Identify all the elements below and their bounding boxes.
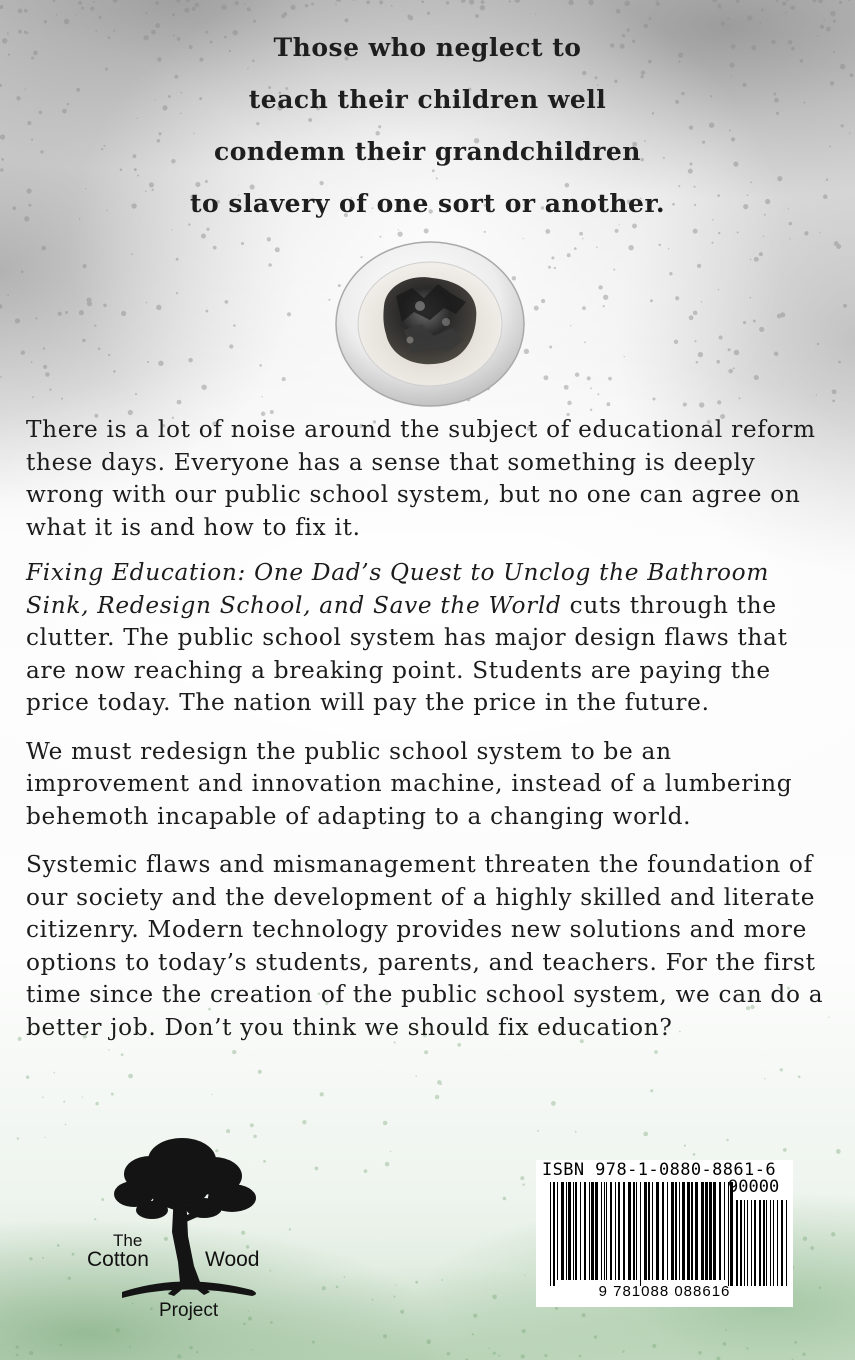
tagline-quote (0, 22, 855, 230)
blurb-paragraph-rest: cuts through the clutter. The public school system has major design flaws that are now reaching a breaking point. Students are paying the price today. The nation will pay the price in the future. (26, 591, 788, 716)
price-code: 90000 (728, 1177, 780, 1197)
bowl-image (334, 236, 526, 408)
blurb-paragraph: Systemic flaws and mismanagement threaten the foundation of our society and the development of a highly skilled and literate citizenry. Modern technology provides new solutions and more options to today’s students, parents, and teachers. For the first time since the creation of the public school system, we can do a better job. Don’t you think we should fix education? (26, 851, 824, 1041)
book-title: Fixing Education: One Dad’s Quest to Unclog the Bathroom Sink, Redesign School, and Save the World (26, 559, 770, 619)
tagline-line: teach their children well (248, 85, 607, 114)
ean-digits: 9 781088 088616 (598, 1283, 731, 1300)
cotton-wood-project-logo (82, 1132, 282, 1332)
tagline-line: to slavery of one sort or another. (189, 189, 666, 218)
tagline-line: condemn their grandchildren (214, 137, 641, 166)
blurb-text (26, 414, 836, 1060)
blurb-paragraph (26, 557, 836, 720)
blurb-paragraph: There is a lot of noise around the subject of educational reform these days. Everyone has a sense that something is deeply wrong with our public school system, but no one can agree on what it is and how to fix it. (26, 416, 816, 541)
tagline-line: Those who neglect to (273, 33, 582, 62)
isbn-barcode (536, 1160, 793, 1307)
logo-word-wood: Wood (205, 1248, 260, 1271)
logo-word-cotton: Cotton (87, 1248, 149, 1271)
blurb-paragraph: We must redesign the public school system to be an improvement and innovation machine, instead of a lumbering behemoth incapable of adapting to a changing world. (26, 737, 793, 830)
isbn-number: ISBN 978-1-0880-8861-6 (542, 1160, 776, 1180)
logo-word-project: Project (159, 1300, 219, 1321)
logo-word-the: The (113, 1231, 143, 1250)
